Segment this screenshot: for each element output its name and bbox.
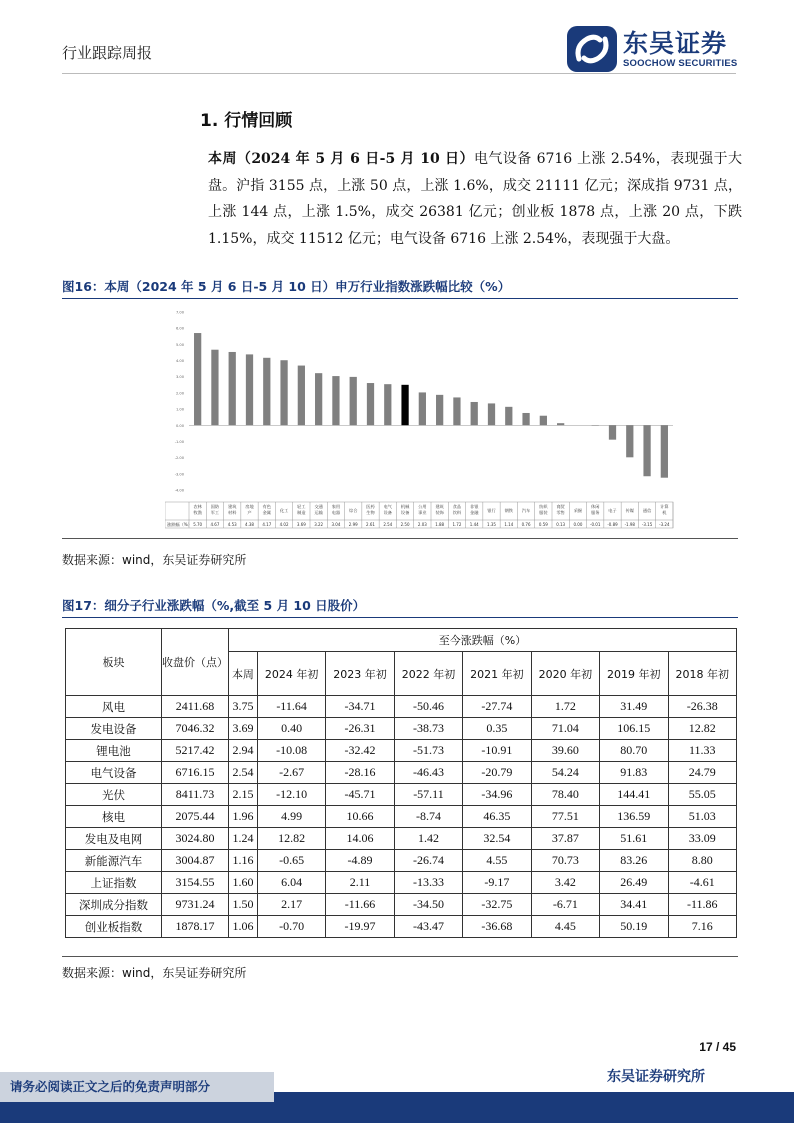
row-value: 136.59 xyxy=(600,806,668,828)
category-label: 房地产 xyxy=(245,504,254,515)
row-value: 70.73 xyxy=(531,850,599,872)
row-value: 12.82 xyxy=(257,828,325,850)
chart-bar xyxy=(194,333,201,425)
category-label: 银行 xyxy=(487,508,496,513)
row-value: 1.16 xyxy=(229,850,258,872)
category-label: 钢铁 xyxy=(504,508,513,513)
row-value: -4.89 xyxy=(326,850,394,872)
row-value: 3.69 xyxy=(229,718,258,740)
row-value: 51.61 xyxy=(600,828,668,850)
category-label: 机械设备 xyxy=(400,504,410,515)
row-value: 10.66 xyxy=(326,806,394,828)
value-label: 0.59 xyxy=(538,522,548,527)
y-tick-label: 1.00 xyxy=(175,407,184,412)
chart-bar xyxy=(384,384,391,425)
chart-bar xyxy=(367,383,374,425)
value-label: 4.38 xyxy=(245,522,254,527)
column-header: 2018 年初 xyxy=(668,652,737,696)
chart-bar xyxy=(453,397,460,425)
row-close: 6716.15 xyxy=(162,762,229,784)
figure16-title: 图16：本周（2024 年 5 月 6 日-5 月 10 日）申万行业指数涨跌幅比较（%） xyxy=(62,279,511,294)
market-review-paragraph xyxy=(208,146,742,252)
industry-change-bar-chart xyxy=(165,308,675,532)
value-label: 1.44 xyxy=(469,522,479,527)
row-value: -11.86 xyxy=(668,894,737,916)
column-header: 2023 年初 xyxy=(326,652,394,696)
chart-bar xyxy=(211,350,218,426)
table-row xyxy=(66,828,737,850)
row-value: -43.47 xyxy=(394,916,462,938)
column-header: 2019 年初 xyxy=(600,652,668,696)
row-value: -50.46 xyxy=(394,696,462,718)
value-label: 2.99 xyxy=(348,522,358,527)
y-tick-label: -2.00 xyxy=(174,456,184,461)
row-value: -20.79 xyxy=(463,762,531,784)
row-value: -27.74 xyxy=(463,696,531,718)
chart-bar xyxy=(661,425,668,477)
row-value: -34.50 xyxy=(394,894,462,916)
y-tick-label: -3.00 xyxy=(174,472,184,477)
logo-en-text: SOOCHOW SECURITIES xyxy=(623,57,738,69)
row-value: -28.16 xyxy=(326,762,394,784)
logo-cn-text: 东吴证券 xyxy=(623,28,728,58)
row-value: 31.49 xyxy=(600,696,668,718)
row-name: 锂电池 xyxy=(66,740,162,762)
row-value: -26.31 xyxy=(326,718,394,740)
row-name: 发电及电网 xyxy=(66,828,162,850)
category-label: 非银金融 xyxy=(470,504,479,515)
row-value: 4.99 xyxy=(257,806,325,828)
row-value: 77.51 xyxy=(531,806,599,828)
paragraph-body: 电气设备 6716 上涨 2.54%，表现强于大盘。沪指 3155 点，上涨 50 点，上涨 1.6%，成交 21111 亿元；深成指 9731 点，上涨 144 点，上涨 1.5%，成交 26381 亿元；创业板 1878 点，上涨 20 点，下跌 1.15%，成交 11512 亿元；电气设备 6716 上涨 2.54%，表现强于大盘。 xyxy=(208,151,742,247)
row-value: -46.43 xyxy=(394,762,462,784)
category-label: 家用电器 xyxy=(331,504,341,515)
value-label: -3.24 xyxy=(659,522,670,527)
y-tick-label: 5.00 xyxy=(175,342,184,347)
row-value: -38.73 xyxy=(394,718,462,740)
value-label: 1.88 xyxy=(435,522,445,527)
category-label: 国防军工 xyxy=(210,504,220,515)
figure17-title: 图17：细分子行业涨跌幅（%,截至 5 月 10 日股价） xyxy=(62,598,366,613)
row-value: 2.94 xyxy=(229,740,258,762)
header-group: 至今涨跌幅（%） xyxy=(229,629,737,652)
figure17-bottom-rule xyxy=(62,956,738,957)
category-label: 计算机 xyxy=(660,504,669,515)
category-label: 休闲服务 xyxy=(591,504,600,515)
row-value: 2.17 xyxy=(257,894,325,916)
row-value: 1.72 xyxy=(531,696,599,718)
row-name: 电气设备 xyxy=(66,762,162,784)
value-label: 3.04 xyxy=(331,522,341,527)
row-value: -26.38 xyxy=(668,696,737,718)
table-row xyxy=(66,894,737,916)
table-row xyxy=(66,740,737,762)
row-close: 3004.87 xyxy=(162,850,229,872)
row-value: 144.41 xyxy=(600,784,668,806)
chart-bar xyxy=(419,392,426,425)
category-label: 医药生物 xyxy=(366,504,375,515)
chart-bar xyxy=(471,402,478,425)
category-label: 食品饮料 xyxy=(452,504,462,515)
value-label: 1.35 xyxy=(487,522,496,527)
footer-institute: 东吴证券研究所 xyxy=(607,1069,705,1085)
category-label: 纺织服装 xyxy=(539,504,548,515)
row-close: 2075.44 xyxy=(162,806,229,828)
value-label: 2.03 xyxy=(417,522,427,527)
row-value: 3.75 xyxy=(229,696,258,718)
row-value: 78.40 xyxy=(531,784,599,806)
row-value: 71.04 xyxy=(531,718,599,740)
row-value: 34.41 xyxy=(600,894,668,916)
category-label: 轻工制造 xyxy=(297,504,306,515)
row-value: 54.24 xyxy=(531,762,599,784)
category-label: 建筑装饰 xyxy=(435,504,444,515)
category-label: 商贸零售 xyxy=(556,504,565,515)
row-value: 12.82 xyxy=(668,718,737,740)
table-row xyxy=(66,718,737,740)
chart-bar xyxy=(557,423,564,425)
row-value: -51.73 xyxy=(394,740,462,762)
row-value: -4.61 xyxy=(668,872,737,894)
row-value: -45.71 xyxy=(326,784,394,806)
row-value: 14.06 xyxy=(326,828,394,850)
row-value: 1.50 xyxy=(229,894,258,916)
category-label: 有色金属 xyxy=(262,504,271,515)
row-close: 1878.17 xyxy=(162,916,229,938)
row-value: -10.08 xyxy=(257,740,325,762)
table-row xyxy=(66,850,737,872)
category-label: 电气设备 xyxy=(383,504,392,515)
row-value: 106.15 xyxy=(600,718,668,740)
row-value: 6.04 xyxy=(257,872,325,894)
row-name: 深圳成分指数 xyxy=(66,894,162,916)
table-row xyxy=(66,696,737,718)
value-label: 3.69 xyxy=(296,522,306,527)
value-label: 2.61 xyxy=(366,522,375,527)
chart-bar xyxy=(315,373,322,425)
chart-row-label: 涨跌幅（%） xyxy=(167,522,192,527)
column-header: 2021 年初 xyxy=(463,652,531,696)
category-label: 通信 xyxy=(642,508,652,513)
table-row xyxy=(66,806,737,828)
column-header: 2024 年初 xyxy=(257,652,325,696)
row-close: 7046.32 xyxy=(162,718,229,740)
row-value: -34.96 xyxy=(463,784,531,806)
row-value: 83.26 xyxy=(600,850,668,872)
row-value: -0.65 xyxy=(257,850,325,872)
row-name: 新能源汽车 xyxy=(66,850,162,872)
table-row xyxy=(66,784,737,806)
column-header: 2022 年初 xyxy=(394,652,462,696)
logo-mark-icon xyxy=(567,26,617,72)
row-value: 37.87 xyxy=(531,828,599,850)
row-value: 33.09 xyxy=(668,828,737,850)
row-value: 2.15 xyxy=(229,784,258,806)
row-value: 1.60 xyxy=(229,872,258,894)
row-value: 4.45 xyxy=(531,916,599,938)
value-label: -1.98 xyxy=(624,522,635,527)
row-value: 0.40 xyxy=(257,718,325,740)
row-value: -2.67 xyxy=(257,762,325,784)
row-value: -8.74 xyxy=(394,806,462,828)
row-value: 3.42 xyxy=(531,872,599,894)
row-value: -10.91 xyxy=(463,740,531,762)
row-value: 1.24 xyxy=(229,828,258,850)
row-value: 51.03 xyxy=(668,806,737,828)
y-tick-label: 7.00 xyxy=(175,310,184,315)
column-header: 本周 xyxy=(229,652,258,696)
row-value: 91.83 xyxy=(600,762,668,784)
row-value: -12.10 xyxy=(257,784,325,806)
value-label: 0.76 xyxy=(521,522,531,527)
value-label: 5.70 xyxy=(193,522,203,527)
row-close: 8411.73 xyxy=(162,784,229,806)
value-label: -3.15 xyxy=(641,522,653,527)
category-label: 传媒 xyxy=(625,508,634,513)
row-value: 1.96 xyxy=(229,806,258,828)
row-value: 8.80 xyxy=(668,850,737,872)
row-value: -9.17 xyxy=(463,872,531,894)
doc-type-label: 行业跟踪周报 xyxy=(62,44,153,62)
figure17-source: 数据来源：wind，东吴证券研究所 xyxy=(62,966,247,980)
row-close: 2411.68 xyxy=(162,696,229,718)
table-row xyxy=(66,872,737,894)
figure17-top-rule xyxy=(62,617,738,618)
value-label: 1.72 xyxy=(452,522,462,527)
paragraph-lead: 本周（2024 年 5 月 6 日-5 月 10 日） xyxy=(208,151,474,167)
chart-bar xyxy=(246,354,253,425)
y-tick-label: -4.00 xyxy=(174,488,184,493)
value-label: 0.00 xyxy=(573,522,583,527)
disclaimer-notice: 请务必阅读正文之后的免责声明部分 xyxy=(0,1072,274,1102)
category-label: 公用事业 xyxy=(418,504,427,515)
page-number: 17 / 45 xyxy=(699,1040,736,1054)
chart-bar xyxy=(522,413,529,425)
row-value: 2.54 xyxy=(229,762,258,784)
y-tick-label: 0.00 xyxy=(175,423,184,428)
value-label: -0.01 xyxy=(590,522,601,527)
column-header: 2020 年初 xyxy=(531,652,599,696)
value-label: 4.67 xyxy=(210,522,220,527)
chart-bar xyxy=(332,376,339,425)
y-tick-label: 3.00 xyxy=(175,375,184,380)
row-close: 9731.24 xyxy=(162,894,229,916)
y-tick-label: 2.00 xyxy=(175,391,184,396)
row-value: -0.70 xyxy=(257,916,325,938)
category-label: 综合 xyxy=(349,508,358,513)
row-value: 24.79 xyxy=(668,762,737,784)
y-tick-label: 4.00 xyxy=(175,359,184,364)
value-label: 4.17 xyxy=(262,522,272,527)
row-close: 5217.42 xyxy=(162,740,229,762)
row-close: 3024.80 xyxy=(162,828,229,850)
table-row xyxy=(66,762,737,784)
chart-bar xyxy=(540,416,547,426)
category-label: 交通运输 xyxy=(314,504,323,515)
row-value: 2.11 xyxy=(326,872,394,894)
category-label: 汽车 xyxy=(521,508,531,513)
row-value: -32.75 xyxy=(463,894,531,916)
figure16-source: 数据来源：wind，东吴证券研究所 xyxy=(62,553,247,567)
figure16-bottom-rule xyxy=(62,538,738,539)
row-value: 1.42 xyxy=(394,828,462,850)
chart-bar xyxy=(505,407,512,425)
row-value: 39.60 xyxy=(531,740,599,762)
category-label: 建筑材料 xyxy=(228,504,237,515)
row-value: 80.70 xyxy=(600,740,668,762)
chart-bar xyxy=(263,358,270,425)
value-label: 2.50 xyxy=(400,522,410,527)
value-label: 1.14 xyxy=(504,522,514,527)
row-value: 26.49 xyxy=(600,872,668,894)
value-label: 0.13 xyxy=(556,522,566,527)
row-value: -32.42 xyxy=(326,740,394,762)
table-row xyxy=(66,916,737,938)
chart-bar xyxy=(350,377,357,425)
header-divider xyxy=(62,73,736,74)
chart-bar xyxy=(488,403,495,425)
row-value: 4.55 xyxy=(463,850,531,872)
chart-bar xyxy=(229,352,236,425)
company-logo xyxy=(567,26,737,72)
sub-industry-change-table xyxy=(65,628,737,938)
section-title: 1. 行情回顾 xyxy=(200,111,293,131)
value-label: 2.54 xyxy=(383,522,393,527)
row-name: 风电 xyxy=(66,696,162,718)
row-value: -11.66 xyxy=(326,894,394,916)
chart-bar xyxy=(609,425,616,439)
row-close: 3154.55 xyxy=(162,872,229,894)
row-value: -34.71 xyxy=(326,696,394,718)
row-value: 50.19 xyxy=(600,916,668,938)
chart-bar xyxy=(436,395,443,425)
value-label: -0.89 xyxy=(607,522,618,527)
row-value: 7.16 xyxy=(668,916,737,938)
row-value: -6.71 xyxy=(531,894,599,916)
row-value: 0.35 xyxy=(463,718,531,740)
figure16-top-rule xyxy=(62,298,738,299)
row-value: 1.06 xyxy=(229,916,258,938)
row-value: 11.33 xyxy=(668,740,737,762)
y-tick-label: -1.00 xyxy=(174,439,184,444)
y-tick-label: 6.00 xyxy=(175,326,184,331)
value-label: 4.53 xyxy=(227,522,237,527)
chart-bar xyxy=(298,366,305,426)
category-label: 电子 xyxy=(608,508,617,513)
chart-bar xyxy=(401,385,408,425)
row-value: 55.05 xyxy=(668,784,737,806)
row-name: 创业板指数 xyxy=(66,916,162,938)
value-label: 4.02 xyxy=(279,522,289,527)
chart-bar xyxy=(626,425,633,457)
row-name: 光伏 xyxy=(66,784,162,806)
row-value: 32.54 xyxy=(463,828,531,850)
row-value: -36.68 xyxy=(463,916,531,938)
header-block: 板块 xyxy=(66,629,162,696)
row-value: -11.64 xyxy=(257,696,325,718)
row-value: -57.11 xyxy=(394,784,462,806)
category-label: 采掘 xyxy=(573,508,583,513)
row-name: 上证指数 xyxy=(66,872,162,894)
header-close: 收盘价（点） xyxy=(162,629,229,696)
chart-bar xyxy=(280,360,287,425)
row-name: 发电设备 xyxy=(66,718,162,740)
row-value: 46.35 xyxy=(463,806,531,828)
row-value: -26.74 xyxy=(394,850,462,872)
value-label: 3.22 xyxy=(314,522,324,527)
category-label: 化工 xyxy=(279,508,289,513)
row-name: 核电 xyxy=(66,806,162,828)
row-value: -19.97 xyxy=(326,916,394,938)
category-label: 农林牧渔 xyxy=(193,504,202,515)
row-value: -13.33 xyxy=(394,872,462,894)
chart-bar xyxy=(643,425,650,476)
